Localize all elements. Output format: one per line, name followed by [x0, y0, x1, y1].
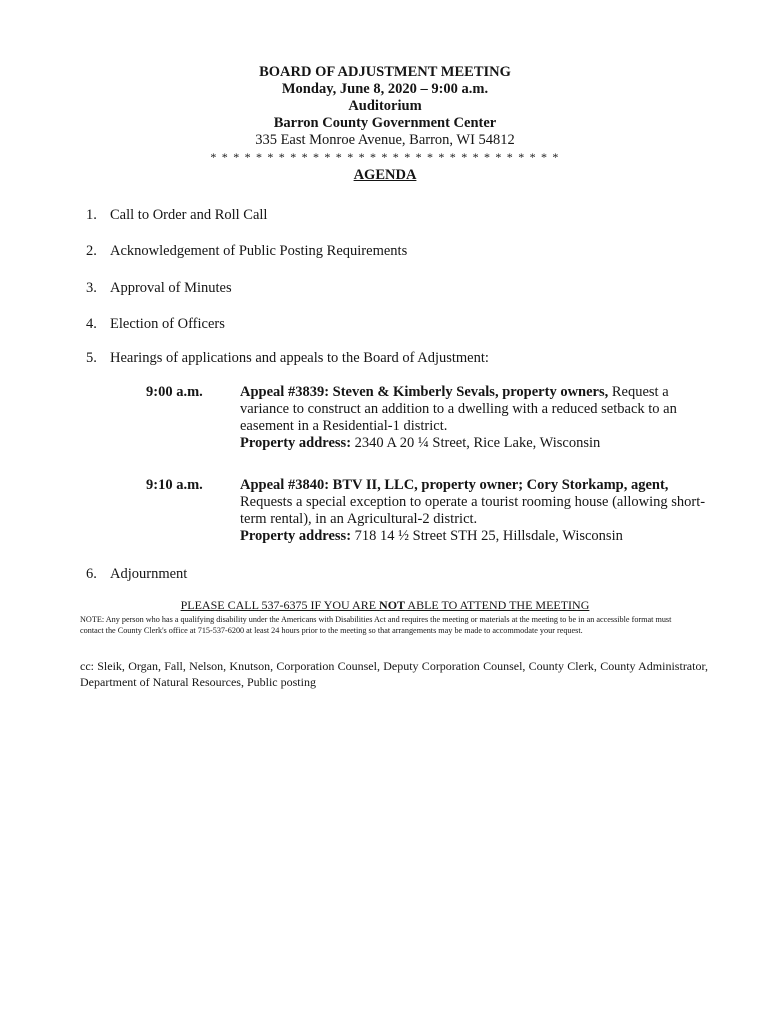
agenda-item	[86, 280, 232, 297]
attendance-notice	[0, 598, 770, 612]
item-text: Call to Order and Roll Call	[110, 207, 268, 223]
item-number: 6.	[86, 566, 97, 582]
item-text: Acknowledgement of Public Posting Requirements	[110, 243, 408, 259]
item-text: Adjournment	[110, 566, 188, 582]
attendance-notice-start: PLEASE CALL 537-6375 IF YOU ARE	[180, 598, 380, 612]
meeting-date: Monday, June 8, 2020 – 9:00 a.m.	[281, 81, 489, 97]
meeting-title: BOARD OF ADJUSTMENT MEETING	[259, 64, 511, 80]
item-text: Approval of Minutes	[110, 280, 232, 296]
item-number: 4.	[86, 316, 97, 332]
agenda-item	[86, 207, 267, 224]
item-number: 1.	[86, 207, 97, 223]
meeting-header	[0, 64, 770, 184]
appeal-title: Appeal #3839: Steven & Kimberly Sevals, property owners,	[240, 384, 609, 400]
meeting-room: Auditorium	[348, 98, 422, 114]
property-address: 718 14 ½ Street STH 25, Hillsdale, Wisconsin	[351, 528, 623, 544]
item-number: 5.	[86, 350, 97, 366]
attendance-notice-not: NOT	[379, 598, 406, 612]
agenda-item	[86, 350, 489, 367]
agenda-heading: AGENDA	[353, 167, 417, 183]
meeting-address: 335 East Monroe Avenue, Barron, WI 54812	[255, 132, 515, 148]
item-number: 3.	[86, 280, 97, 296]
item-text: Election of Officers	[110, 316, 225, 332]
appeal-request: Requests a special exception to operate a tourist rooming house (allowing short-term rental), in an Agricultural-2 district.	[240, 494, 706, 527]
property-address-label: Property address:	[240, 435, 352, 451]
agenda-item	[86, 566, 187, 583]
hearing-description	[240, 384, 715, 452]
property-address: 2340 A 20 ¼ Street, Rice Lake, Wisconsin	[351, 435, 601, 451]
hearing-time: 9:00 a.m.	[146, 384, 203, 400]
agenda-item	[86, 243, 407, 260]
hearing-time: 9:10 a.m.	[146, 477, 203, 493]
item-text: Hearings of applications and appeals to the Board of Adjustment:	[110, 350, 489, 366]
appeal-request: Request a variance to construct an addition to a dwelling with a reduced setback to an easement in a Residential-1 district.	[240, 384, 677, 434]
accessibility-note: NOTE: Any person who has a qualifying disability under the Americans with Disabilities Act and requires the meeting or materials at the meeting to be in an accessible format must contact the County Clerk's office at 715-537-6200 at least 24 hours prior to the meeting so that arrangements may be made to accommodate your request.	[80, 615, 672, 635]
appeal-title: Appeal #3840: BTV II, LLC, property owner; Cory Storkamp, agent,	[240, 477, 669, 493]
agenda-item	[86, 316, 225, 333]
attendance-notice-end: ABLE TO ATTEND THE MEETING	[405, 598, 590, 612]
hearing-description	[240, 477, 715, 545]
property-address-label: Property address:	[240, 528, 352, 544]
meeting-building: Barron County Government Center	[273, 115, 497, 131]
cc-list: cc: Sleik, Organ, Fall, Nelson, Knutson, Corporation Counsel, Deputy Corporation Counsel, County Clerk, County Administrator, Department of Natural Resources, Public posting	[80, 659, 708, 689]
star-divider: * * * * * * * * * * * * * * * * * * * * * * * * * * * * * * *	[210, 150, 560, 164]
item-number: 2.	[86, 243, 97, 259]
